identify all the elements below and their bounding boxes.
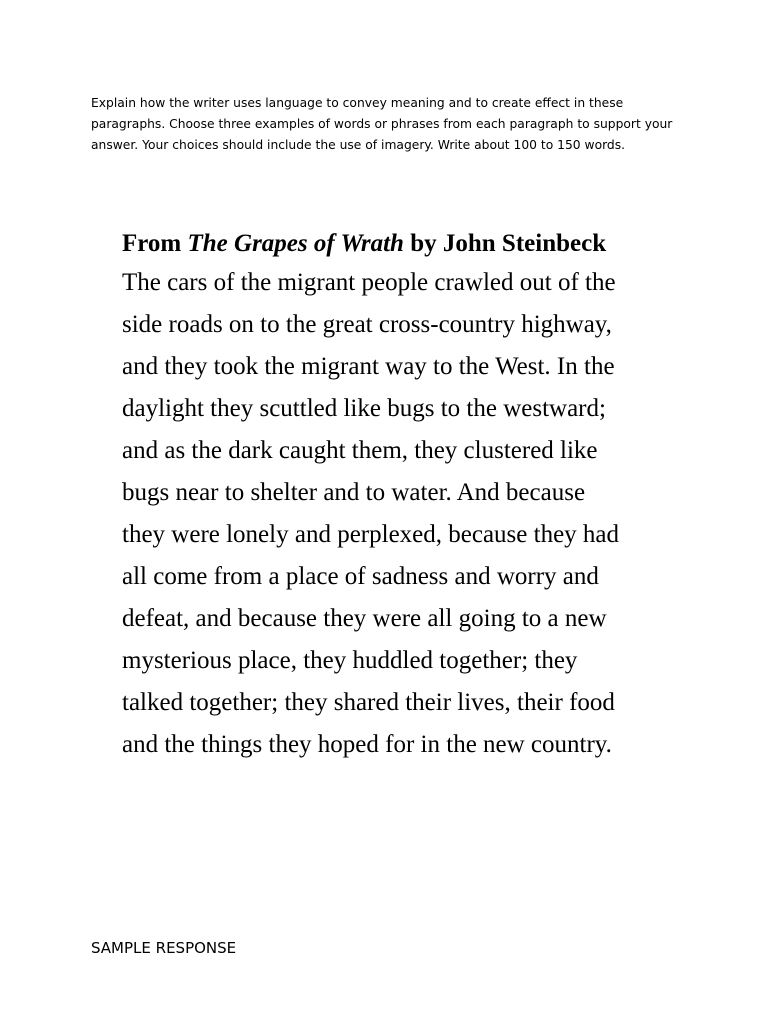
excerpt-line: defeat, and because they were all going to a new [122, 605, 607, 632]
excerpt-line: The cars of the migrant people crawled out of the [122, 269, 616, 296]
excerpt-paragraph [122, 262, 682, 766]
excerpt-block [122, 226, 682, 766]
heading-suffix: by John Steinbeck [403, 230, 607, 257]
excerpt-line: and they took the migrant way to the West. In the [122, 353, 615, 380]
excerpt-line: all come from a place of sadness and worry and [122, 563, 599, 590]
excerpt-heading [122, 226, 682, 262]
excerpt-line: daylight they scuttled like bugs to the westward; [122, 395, 606, 422]
excerpt-line: side roads on to the great cross-country highway, [122, 311, 612, 338]
excerpt-line: talked together; they shared their lives, their food [122, 689, 615, 716]
excerpt-line: they were lonely and perplexed, because they had [122, 521, 620, 548]
excerpt-line: and as the dark caught them, they clustered like [122, 437, 598, 464]
book-title: The Grapes of Wrath [187, 230, 404, 257]
excerpt-line: and the things they hoped for in the new country. [122, 731, 612, 758]
heading-prefix: From [122, 230, 188, 257]
sample-response-label: SAMPLE RESPONSE [91, 939, 237, 957]
excerpt-line: bugs near to shelter and to water. And because [122, 479, 586, 506]
task-instructions: Explain how the writer uses language to convey meaning and to create effect in these paragraphs. Choose three examples of words or phrases from each paragraph to support your answer. Your choices should include the use of imagery. Write about 100 to 150 words. [91, 96, 673, 152]
excerpt-line: mysterious place, they huddled together; they [122, 647, 578, 674]
